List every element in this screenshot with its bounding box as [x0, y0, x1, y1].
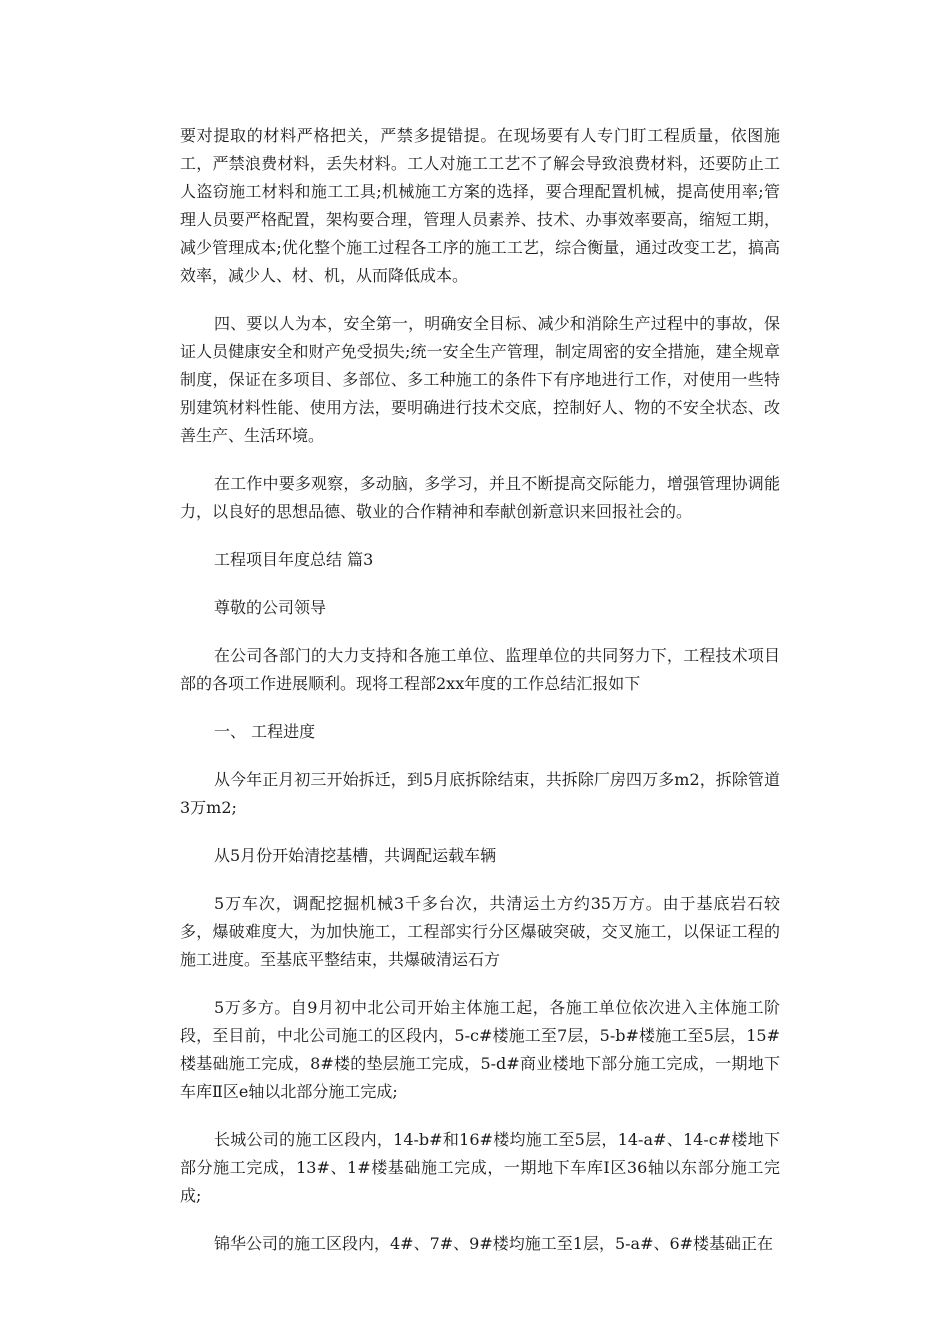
document-body — [180, 122, 780, 1278]
subsection-heading: 一、 工程进度 — [214, 722, 316, 741]
paragraph-jinhua-progress: 锦华公司的施工区段内，4#、7#、9#楼均施工至1层，5-a#、6#楼基础正在 — [214, 1234, 774, 1253]
paragraph-changcheng-progress: 长城公司的施工区段内，14-b#和16#楼均施工至5层，14-a#、14-c#楼地下部分施工完成，13#、1#楼基础施工完成，一期地下车库Ⅰ区36轴以东部分施工完成; — [180, 1130, 780, 1205]
paragraph-earthwork: 5万车次，调配挖掘机械3千多台次，共清运土方约35万方。由于基底岩石较多，爆破难度大，为加快施工，工程部实行分区爆破突破，交叉施工，以保证工程的施工进度。至基底平整结束，共爆破清运石方 — [180, 894, 780, 969]
paragraph-demolition: 从今年正月初三开始拆迁，到5月底拆除结束，共拆除厂房四万多m2，拆除管道3万m2; — [180, 770, 780, 817]
paragraph-introduction: 在公司各部门的大力支持和各施工单位、监理单位的共同努力下，工程技术项目部的各项工作进展顺利。现将工程部2xx年度的工作总结汇报如下 — [180, 646, 780, 693]
paragraph-excavation: 从5月份开始清挖基槽，共调配运载车辆 — [214, 846, 497, 865]
salutation: 尊敬的公司领导 — [214, 598, 327, 617]
paragraph-zhongbei-progress: 5万多方。自9月初中北公司开始主体施工起，各施工单位依次进入主体施工阶段，至目前，中北公司施工的区段内，5-c#楼施工至7层，5-b#楼施工至5层，15#楼基础施工完成，8#楼的垫层施工完成，5-d#商业楼地下部分施工完成，一期地下车库Ⅱ区e轴以北部分施工完成; — [180, 998, 780, 1101]
section-heading: 工程项目年度总结 篇3 — [214, 550, 374, 569]
paragraph-safety-first: 四、要以人为本，安全第一，明确安全目标、减少和消除生产过程中的事故，保证人员健康安全和财产免受损失;统一安全生产管理，制定周密的安全措施，建全规章制度，保证在多项目、多部位、多工种施工的条件下有序地进行工作，对使用一些特别建筑材料性能、使用方法，要明确进行技术交底，控制好人、物的不安全状态、改善生产、生活环境。 — [180, 314, 780, 445]
paragraph-work-attitude: 在工作中要多观察，多动脑，多学习，并且不断提高交际能力，增强管理协调能力，以良好的思想品德、敬业的合作精神和奉献创新意识来回报社会的。 — [180, 474, 780, 521]
paragraph-materials-control: 要对提取的材料严格把关，严禁多提错提。在现场要有人专门盯工程质量，依图施工，严禁浪费材料，丢失材料。工人对施工工艺不了解会导致浪费材料，还要防止工人盗窃施工材料和施工工具;机械施工方案的选择，要合理配置机械，提高使用率;管理人员要严格配置，架构要合理，管理人员素养、技术、办事效率要高，缩短工期，减少管理成本;优化整个施工过程各工序的施工工艺，综合衡量，通过改变工艺，搞高效率，减少人、材、机，从而降低成本。 — [180, 126, 780, 285]
